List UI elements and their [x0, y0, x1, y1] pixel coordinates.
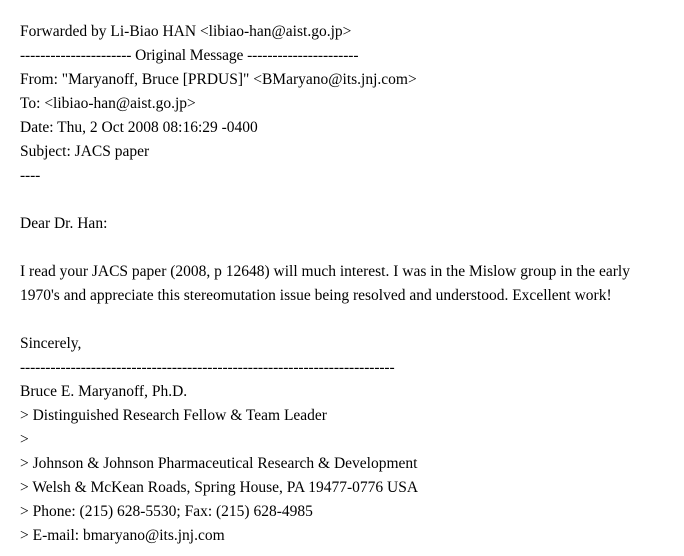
body-paragraph: I read your JACS paper (2008, p 12648) will much interest. I was in the Mislow group in the early 1970's and appreciate this stereomutation issue being resolved and understood. Excellent work!: [20, 263, 630, 304]
header-from: From: "Maryanoff, Bruce [PRDUS]" <BMaryano@its.jnj.com>: [20, 71, 417, 88]
signature-line: >: [20, 431, 29, 448]
signature-line: Bruce E. Maryanoff, Ph.D.: [20, 383, 188, 400]
signature-line: > Welsh & McKean Roads, Spring House, PA 19477-0776 USA: [20, 479, 419, 496]
blank-line-3: [20, 308, 666, 332]
signature-line: > E-mail: bmaryano@its.jnj.com: [20, 527, 225, 544]
signature-line: > Johnson & Johnson Pharmaceutical Research & Development: [20, 455, 418, 472]
header-to: To: <libiao-han@aist.go.jp>: [20, 95, 196, 112]
signature-line: > Distinguished Research Fellow & Team Leader: [20, 407, 327, 424]
salutation-line: Dear Dr. Han:: [20, 215, 108, 232]
header-date: Date: Thu, 2 Oct 2008 08:16:29 -0400: [20, 119, 258, 136]
blank-line-2: [20, 236, 666, 260]
blank-line-1: [20, 188, 666, 212]
closing-line: Sincerely,: [20, 335, 82, 352]
forwarded-by-line: Forwarded by Li-Biao HAN <libiao-han@aist.go.jp>: [20, 23, 352, 40]
signature-line: > Phone: (215) 628-5530; Fax: (215) 628-4985: [20, 503, 313, 520]
header-end-dashes: ----: [20, 167, 41, 184]
signature-rule: --------------------------------------------------------------------------: [20, 359, 395, 376]
header-subject: Subject: JACS paper: [20, 143, 150, 160]
original-message-separator: ---------------------- Original Message ----------------------: [20, 47, 359, 64]
